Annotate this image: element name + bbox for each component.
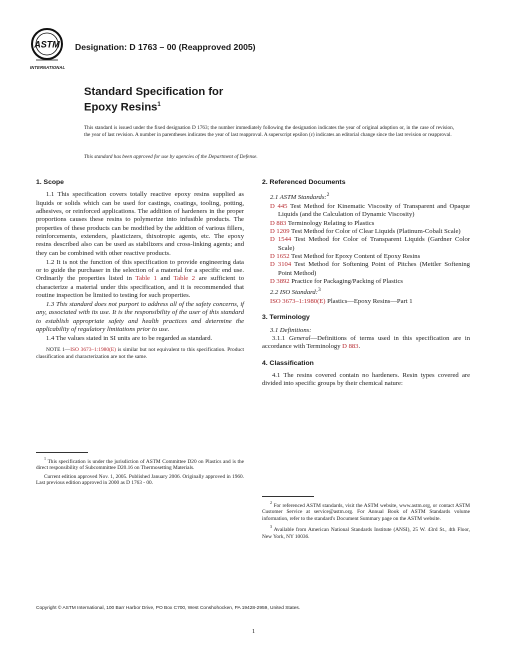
title-footnote-marker[interactable]: 1 — [157, 102, 161, 108]
link-d883[interactable]: D 883 — [342, 343, 359, 351]
left-column — [36, 175, 244, 361]
paragraph-3-1-1-end: . — [358, 343, 361, 351]
reference-list — [262, 203, 470, 286]
footnote-1-text: This specification is under the jurisdiction of ASTM Committee D20 on Plastics and is the direct responsibility of Subcommittee D20.16 on Thermosetting Materials. — [36, 458, 244, 472]
reference-item — [270, 253, 470, 261]
paragraph-3-1-1-number: 3.1.1 — [272, 334, 289, 342]
copyright-line: Copyright © ASTM International, 100 Barr Harbor Drive, PO Box C700, West Conshohocken, PA 19428-2959, United States. — [36, 606, 301, 611]
link-iso-3673[interactable]: ISO 3673–1:1980(E) — [70, 347, 116, 354]
paragraph-1-2-and: and — [156, 275, 174, 283]
svg-text:ASTM: ASTM — [34, 39, 60, 50]
footnote-1-marker: 1 — [44, 456, 46, 461]
title-text: Epoxy Resins — [84, 101, 158, 114]
reference-title: Test Method for Softening Point of Pitches (Mettler Softening Point Method) — [278, 261, 470, 277]
document-title — [84, 86, 223, 115]
defense-approval-note: This standard has been approved for use by agencies of the Department of Defense. — [84, 154, 258, 160]
iso-standard-text: 2.2 ISO Standard: — [270, 289, 318, 297]
reference-title: Test Method for Color of Clear Liquids (Platinum-Cobalt Scale) — [289, 227, 461, 235]
reference-iso-title: Plastics—Epoxy Resins—Part 1 — [325, 297, 413, 305]
astm-standards-text: 2.1 ASTM Standards: — [270, 194, 327, 202]
section-heading-referenced-documents: 2. Referenced Documents — [262, 179, 346, 186]
link-table-1[interactable]: Table 1 — [135, 275, 157, 283]
reference-code-link[interactable]: D 445 — [270, 202, 288, 210]
footnote-3-marker[interactable]: 3 — [317, 287, 321, 294]
right-column — [262, 175, 470, 389]
footnote-2 — [262, 500, 470, 523]
note-prefix: NOTE 1— — [46, 347, 71, 354]
astm-standards-label — [270, 191, 470, 203]
paragraph-3-1-1-text: —Definitions of terms used in this specification are in accordance with Terminology — [262, 334, 470, 351]
footnote-3-text: Available from American National Standards Institute (ANSI), 25 W. 43rd St., 4th Floor, New York, NY 10036. — [262, 527, 470, 540]
note-1 — [36, 347, 244, 361]
paragraph-1-2-text-b: are sufficient to characterize a material under this specification, and it is recommended that routine inspection be limited to testing for such properties. — [36, 275, 245, 300]
reference-code-link[interactable]: D 1652 — [270, 252, 290, 260]
reference-code-link[interactable]: D 1209 — [270, 227, 290, 235]
definitions-label: 3.1 Definitions: — [270, 326, 312, 334]
reference-code-link[interactable]: D 3892 — [270, 277, 290, 285]
paragraph-4-1: 4.1 The resins covered contain no hardeners. Resin types covered are divided into specific groups by their chemical nature: — [262, 371, 470, 388]
reference-item — [270, 203, 470, 220]
link-iso-3673-ref[interactable]: ISO 3673–1:1980(E) — [270, 297, 326, 305]
reference-code-link[interactable]: D 1544 — [270, 236, 292, 244]
page-number: 1 — [252, 628, 256, 635]
paragraph-1-3: 1.3 This standard does not purport to address all of the safety concerns, if any, associated with its use. It is the responsibility of the user of this standard to establish appropriate safety and health practices and determine the applicability of regulatory limitations prior to use. — [36, 301, 244, 334]
right-footnotes — [262, 500, 470, 542]
reference-code-link[interactable]: D 3104 — [270, 261, 292, 269]
reference-item — [270, 236, 470, 253]
logo-label: INTERNATIONAL — [30, 65, 66, 70]
link-table-2[interactable]: Table 2 — [173, 275, 196, 283]
reference-item-iso — [270, 298, 470, 306]
note-text: is similar but not equivalent to this specification. Product classification and characterization are not the same. — [36, 347, 244, 361]
footnote-2-marker[interactable]: 2 — [326, 192, 330, 199]
footnote-1 — [36, 456, 244, 472]
paragraph-3-1-1 — [262, 335, 470, 352]
title-line-1: Standard Specification for — [84, 86, 224, 98]
section-heading-terminology: 3. Terminology — [262, 314, 310, 322]
footnote-3-number: 3 — [270, 524, 272, 530]
reference-title: Terminology Relating to Plastics — [286, 219, 375, 227]
paragraph-1-2 — [36, 259, 244, 301]
footnote-divider-right — [262, 496, 314, 497]
reference-item — [270, 228, 470, 236]
footnote-1-edition: Current edition approved Nov. 1, 2005. Published January 2006. Originally approved in 1960. Last previous edition approved in 2000 as D 1763 - 00. — [36, 473, 244, 487]
reference-code-link[interactable]: D 883 — [270, 219, 287, 227]
section-heading-scope: 1. Scope — [36, 179, 64, 186]
reference-title: Test Method for Epoxy Content of Epoxy Resins — [289, 252, 421, 260]
reference-item — [270, 220, 470, 228]
section-heading-classification: 4. Classification — [262, 359, 314, 367]
reference-item — [270, 261, 470, 278]
reference-title: Practice for Packaging/Packing of Plastics — [289, 277, 403, 285]
footnote-3 — [262, 524, 470, 540]
footnote-2-number: 2 — [270, 500, 272, 505]
paragraph-1-1: 1.1 This specification covers totally reactive epoxy resins supplied as liquids or solids which can be used for castings, coatings, tooling, potting, adhesives, or reinforced applications. The addition of hardeners in the proper proportions causes these resins to polymerize into infusible products. The properties of these products can be modified by the addition of various fillers, reinforcements, extenders, plasticizers, thixotropic agents, etc. The epoxy resins described also can be used as stabilizers and cross-linking agents; and they can be combined with other reactive products. — [36, 191, 244, 257]
footnote-divider-left — [36, 452, 88, 453]
reference-title: Test Method for Color of Transparent Liquids (Gardner Color Scale) — [278, 236, 470, 252]
astm-logo — [28, 26, 66, 76]
designation: Designation: D 1763 – 00 (Reapproved 2005) — [75, 42, 256, 52]
iso-standard-label — [270, 286, 470, 298]
paragraph-1-2-text-a: 1.2 It is not the function of this specification to provide engineering data or to guide the purchaser in the selection of a material for a specific end use. Ordinarily the properties listed in — [36, 258, 244, 283]
footnote-2-text: For referenced ASTM standards, visit the ASTM website, www.astm.org, or contact ASTM Customer Service at service@astm.org. For Annual Book of ASTM Standards volume information, refer to the standard's Document Summary page on the ASTM website. — [262, 502, 471, 523]
reference-title: Test Method for Kinematic Viscosity of Transparent and Opaque Liquids (and the Calculation of Dynamic Viscosity) — [278, 202, 470, 219]
left-footnotes — [36, 456, 244, 489]
issuance-note: This standard is issued under the fixed designation D 1763; the number immediately following the designation indicates the year of original adoption or, in the case of revision, the year of last revision. A number in parentheses indicates the year of last reapproval. A superscript epsilon (ε) indicates an editorial change since the last revision or reapproval. — [84, 125, 454, 138]
term-general: General — [288, 334, 311, 342]
title-line-2 — [84, 99, 223, 115]
paragraph-1-4: 1.4 The values stated in SI units are to be regarded as standard. — [46, 334, 213, 342]
reference-item — [270, 278, 470, 286]
